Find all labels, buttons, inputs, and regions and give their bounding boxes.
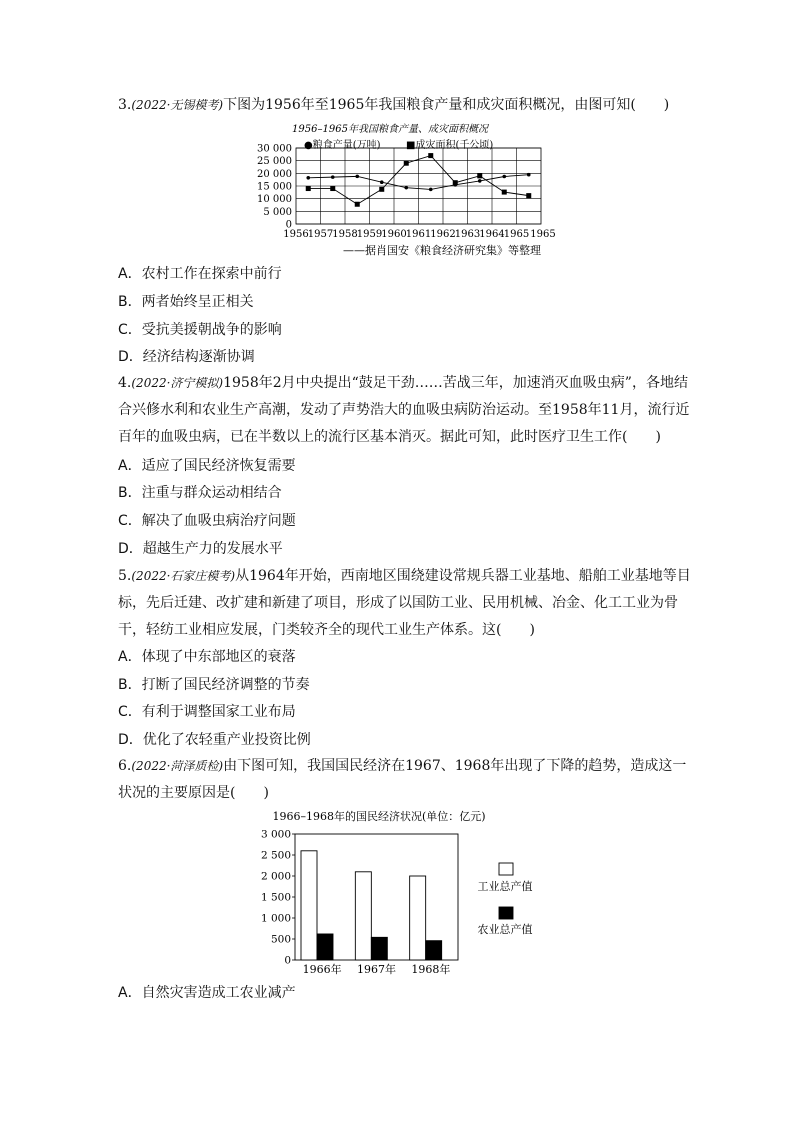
data-point-dot xyxy=(502,175,506,179)
x-tick-label: 1960 xyxy=(381,229,407,240)
x-tick-label: 1965 xyxy=(503,229,530,240)
data-point-dot xyxy=(404,186,408,190)
question-source: (2022·无锡模考) xyxy=(131,98,224,112)
y-tick-label: 30 000 xyxy=(257,143,292,155)
option-3a[interactable]: A．农村工作在探索中前行 xyxy=(118,266,282,282)
data-point-square xyxy=(306,186,311,191)
question-6: 6.(2022·菏泽质检)由下图可知，我国国民经济在1967、1968年出现了下降的趋势，造成这一状况的主要原因是( ) xyxy=(118,758,687,801)
data-point-square xyxy=(526,193,531,198)
bar-industrial xyxy=(410,876,426,960)
legend-entry: ■成灾面积(千公顷) xyxy=(406,140,494,151)
x-tick-label: 1959 xyxy=(356,229,383,240)
y-tick-label: 0 xyxy=(284,954,291,967)
y-tick-label: 500 xyxy=(270,933,291,946)
x-tick-label: 1957 xyxy=(307,229,334,240)
y-tick-label: 20 000 xyxy=(257,168,292,180)
bar-agricultural xyxy=(426,941,442,960)
data-point-square xyxy=(477,173,482,178)
option-5a[interactable]: A．体现了中东部地区的衰落 xyxy=(118,649,296,665)
question-4: 4.(2022·济宁模拟)1958年2月中央提出“鼓足干劲……苦战三年，加速消灭血吸虫病”，各地结合兴修水利和农业生产高潮，发动了声势浩大的血吸虫病防治运动。至1958年11月，流行近百年的血吸虫病，已在半数以上的流行区基本消灭。据此可知，此时医疗卫生工作( ) xyxy=(118,375,690,445)
y-tick-label: 15 000 xyxy=(257,181,292,193)
x-tick-label: 1956 xyxy=(283,229,309,240)
y-tick-label: 2 500 xyxy=(260,849,291,862)
legend-swatch-industrial xyxy=(499,863,513,875)
data-point-square xyxy=(330,186,335,191)
y-tick-label: 0 xyxy=(285,219,292,231)
x-tick-label: 1967年 xyxy=(357,963,396,976)
option-3c[interactable]: C．受抗美援朝战争的影响 xyxy=(118,322,282,338)
data-point-square xyxy=(404,161,409,166)
question-5: 5.(2022·石家庄模考)从1964年开始，西南地区围绕建设常规兵器工业基地、船舶工业基地等目标，先后迁建、改扩建和新建了项目，形成了以国防工业、民用机械、冶金、化工工业为骨干，轻纺工业相应发展，门类较齐全的现代工业生产体系。这( ) xyxy=(118,568,691,638)
question-source: (2022·菏泽质检) xyxy=(131,759,224,773)
question-stem: 1958年2月中央提出“鼓足干劲……苦战三年，加速消灭血吸虫病”，各地结合兴修水利和农业生产高潮，发动了声势浩大的血吸虫病防治运动。至1958年11月，流行近百年的血吸虫病，已在半数以上的流行区基本消灭。据此可知，此时医疗卫生工作( ) xyxy=(118,375,690,445)
question-number: 4 xyxy=(118,375,127,391)
x-tick-label: 1961 xyxy=(405,229,432,240)
legend-entry: ●粮食产量(万吨) xyxy=(304,140,381,151)
data-point-dot xyxy=(478,179,482,183)
option-3d[interactable]: D．经济结构逐渐协调 xyxy=(118,349,255,365)
x-tick-label: 1968年 xyxy=(411,963,451,976)
data-point-dot xyxy=(306,176,310,180)
x-tick-label: 1958 xyxy=(332,229,358,240)
option-4a[interactable]: A．适应了国民经济恢复需要 xyxy=(118,458,296,474)
question-stem: 下图为1956年至1965年我国粮食产量和成灾面积概况，由图可知( ) xyxy=(223,97,670,113)
data-point-square xyxy=(355,202,360,207)
legend-label-industrial: 工业总产值 xyxy=(477,880,533,893)
x-tick-label: 1966年 xyxy=(302,963,342,976)
legend-label-agricultural: 农业总产值 xyxy=(477,923,533,936)
question-source: (2022·济宁模拟) xyxy=(131,376,224,390)
question-number: 5 xyxy=(118,568,127,584)
data-point-square xyxy=(379,187,384,192)
question-stem: 从1964年开始，西南地区围绕建设常规兵器工业基地、船舶工业基地等目标，先后迁建、改扩建和新建了项目，形成了以国防工业、民用机械、冶金、化工工业为骨干，轻纺工业相应发展，门类较齐全的现代工业生产体系。这( ) xyxy=(118,568,691,638)
option-3b[interactable]: B．两者始终呈正相关 xyxy=(118,294,254,310)
option-5b[interactable]: B．打断了国民经济调整的节奏 xyxy=(118,677,310,693)
y-tick-label: 1 000 xyxy=(260,912,291,925)
y-tick-label: 25 000 xyxy=(257,156,292,168)
data-point-dot xyxy=(527,173,531,177)
y-tick-label: 10 000 xyxy=(257,194,292,206)
data-point-square xyxy=(428,153,433,158)
option-6a[interactable]: A．自然灾害造成工农业减产 xyxy=(118,985,296,1001)
chart-title: 1956–1965年我国粮食产量、成灾面积概况 xyxy=(292,124,488,135)
data-point-dot xyxy=(331,175,335,179)
y-tick-label: 2 000 xyxy=(260,870,291,883)
y-tick-label: 3 000 xyxy=(260,828,291,841)
question-number: 3 xyxy=(118,97,127,113)
y-tick-label: 1 500 xyxy=(260,891,291,904)
bar-industrial xyxy=(355,872,371,960)
option-4d[interactable]: D．超越生产力的发展水平 xyxy=(118,541,283,557)
y-tick-label: 5 000 xyxy=(263,206,292,218)
data-point-dot xyxy=(355,175,359,179)
bar-agricultural xyxy=(371,937,387,960)
x-tick-label: 1965 xyxy=(530,229,556,240)
x-tick-label: 1963 xyxy=(454,229,481,240)
legend-swatch-agricultural xyxy=(499,907,513,919)
data-point-dot xyxy=(429,188,433,192)
bar-industrial xyxy=(301,851,317,960)
option-4b[interactable]: B．注重与群众运动相结合 xyxy=(118,485,282,501)
x-tick-label: 1964 xyxy=(479,229,505,240)
option-5d[interactable]: D．优化了农轻重产业投资比例 xyxy=(118,732,311,748)
question-source: (2022·石家庄模考) xyxy=(131,569,236,583)
option-4c[interactable]: C．解决了血吸虫病治疗问题 xyxy=(118,513,296,529)
chart-source-note: ——据肖国安《粮食经济研究集》等整理 xyxy=(343,244,541,257)
data-point-dot xyxy=(380,180,384,184)
option-5c[interactable]: C．有利于调整国家工业布局 xyxy=(118,704,296,720)
bar-agricultural xyxy=(317,934,333,960)
question-stem: 由下图可知，我国国民经济在1967、1968年出现了下降的趋势，造成这一状况的主要原因是( ) xyxy=(118,758,687,801)
question-number: 6 xyxy=(118,758,127,774)
question-3: 3.(2022·无锡模考)下图为1956年至1965年我国粮食产量和成灾面积概况，由图可知( ) xyxy=(118,97,670,113)
chart-title: 1966–1968年的国民经济状况(单位：亿元) xyxy=(272,810,486,823)
economy-bar-chart xyxy=(255,806,545,976)
grain-disaster-line-chart xyxy=(238,120,558,260)
data-point-square xyxy=(502,190,507,195)
data-point-square xyxy=(453,180,458,185)
x-tick-label: 1962 xyxy=(430,229,456,240)
